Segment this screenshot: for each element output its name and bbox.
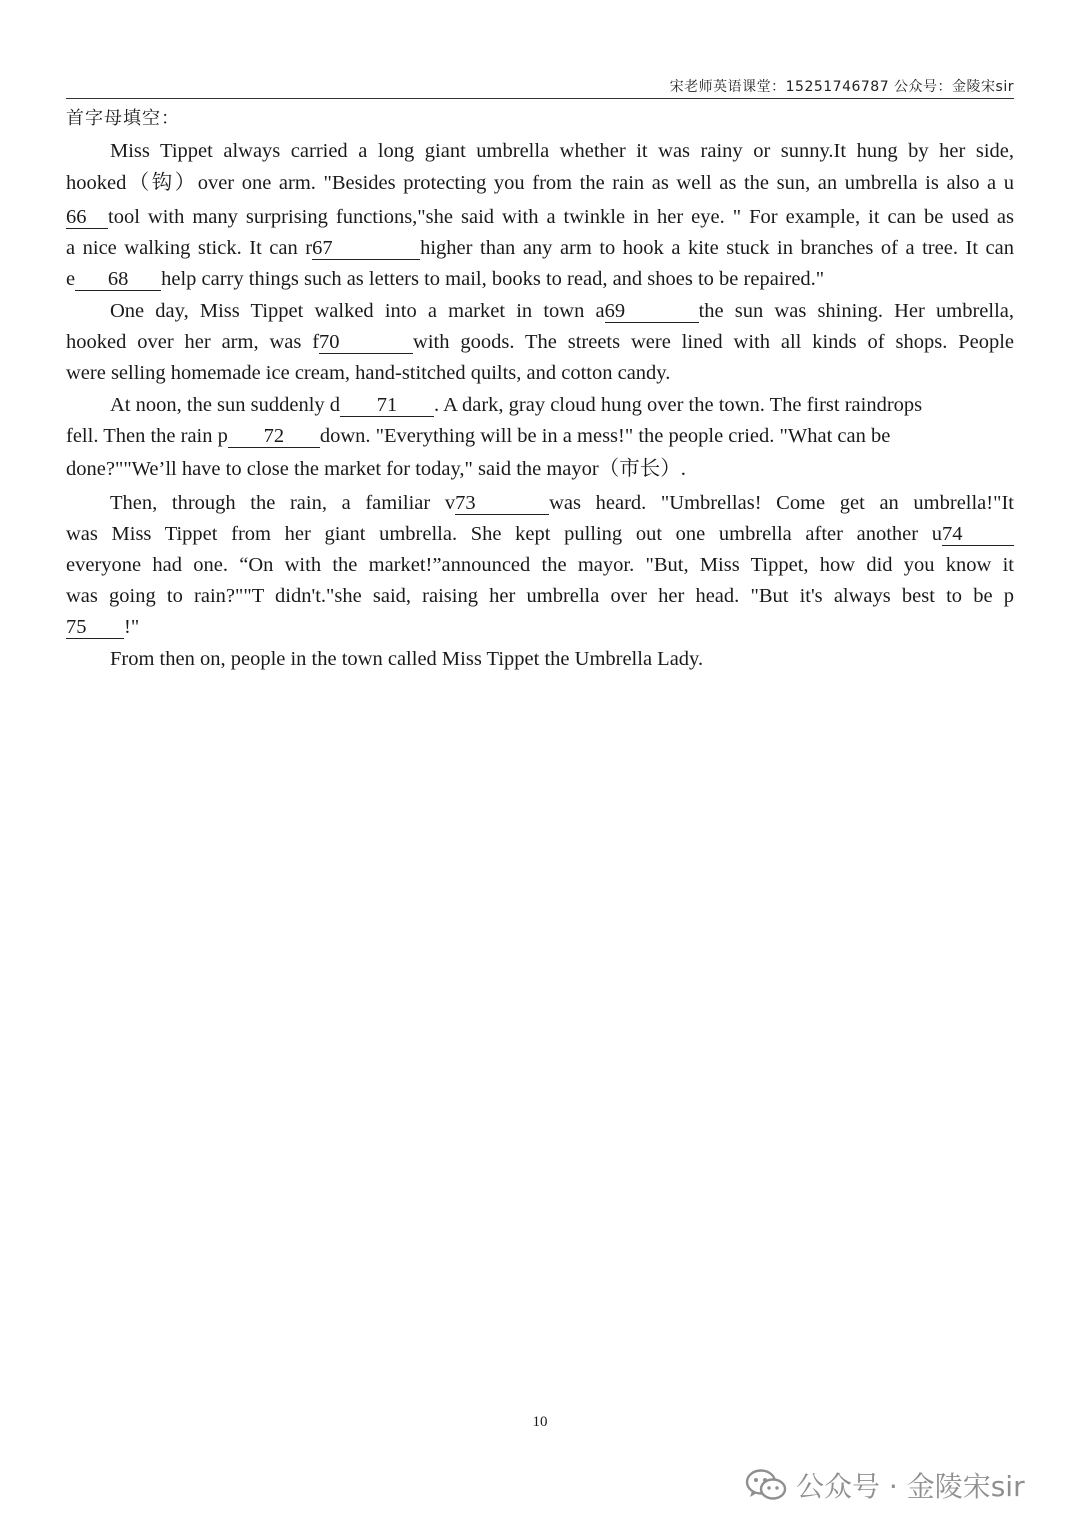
text-line: was going to rain?""T didn't."she said, raising her umbrella over her head. "But it's always best to be p xyxy=(66,585,1014,607)
blank-68: 68 xyxy=(75,268,161,291)
page-header: 宋老师英语课堂：15251746787 公众号：金陵宋sir xyxy=(66,76,1014,99)
line-text: down. "Everything will be in a mess!" the people cried. "What can be xyxy=(319,425,891,447)
line-text: hooked over her arm, was f xyxy=(66,331,320,353)
watermark xyxy=(744,1463,1025,1507)
text-line xyxy=(66,613,1014,641)
text-line: Miss Tippet always carried a long giant umbrella whether it was rainy or sunny.It hung by her side, xyxy=(110,140,1014,162)
line-text: e xyxy=(66,268,76,290)
text-line: done?""We’ll have to close the market for today," said the mayor（市长）. xyxy=(66,458,686,480)
text-line xyxy=(66,489,1014,517)
text-line: From then on, people in the town called Miss Tippet the Umbrella Lady. xyxy=(110,648,704,670)
line-text: . A dark, gray cloud hung over the town. The first raindrops xyxy=(434,394,923,416)
text-line xyxy=(66,391,986,419)
blank-72: 72 xyxy=(228,425,320,448)
text-line xyxy=(66,328,1014,356)
blank-71: 71 xyxy=(340,394,434,417)
line-text: tool with many surprising functions,"she said with a twinkle in her eye. " For example, it can be used as xyxy=(108,206,1014,228)
line-text: help carry things such as letters to mail, books to read, and shoes to be repaired." xyxy=(161,268,825,290)
line-text: One day, Miss Tippet walked into a market in town a xyxy=(110,300,605,322)
blank-66: 66 xyxy=(66,206,108,229)
line-text: with goods. The streets were lined with all kinds of shops. People xyxy=(413,331,1014,353)
wechat-icon xyxy=(744,1467,788,1503)
text-line xyxy=(66,203,1014,231)
text-line xyxy=(66,520,1014,548)
line-text: was heard. "Umbrellas! Come get an umbrella!"It xyxy=(549,492,1015,514)
line-text: At noon, the sun suddenly d xyxy=(110,394,341,416)
blank-74: 74 xyxy=(942,523,1014,546)
text-line xyxy=(66,297,1014,325)
line-text: fell. Then the rain p xyxy=(66,425,228,447)
section-title: 首字母填空： xyxy=(66,108,180,129)
line-text: a nice walking stick. It can r xyxy=(66,237,313,259)
text-line xyxy=(66,422,1006,450)
line-text: was Miss Tippet from her giant umbrella. She kept pulling out one umbrella after another u xyxy=(66,523,942,545)
text-line xyxy=(66,234,1014,262)
blank-73: 73 xyxy=(455,492,549,515)
page-number: 10 xyxy=(532,1414,548,1430)
blank-75: 75 xyxy=(66,616,124,639)
blank-67: 67 xyxy=(312,237,420,260)
text-line: hooked（钩）over one arm. "Besides protecting you from the rain as well as the sun, an umbrella is also a u xyxy=(66,172,1014,194)
blank-69: 69 xyxy=(605,300,699,323)
line-text: !" xyxy=(124,616,140,638)
blank-70: 70 xyxy=(319,331,413,354)
text-line xyxy=(66,265,1014,293)
line-text: Then, through the rain, a familiar v xyxy=(110,492,456,514)
watermark-text: 公众号 · 金陵宋sir xyxy=(796,1470,1025,1503)
text-line: were selling homemade ice cream, hand-stitched quilts, and cotton candy. xyxy=(66,362,671,384)
line-text: higher than any arm to hook a kite stuck in branches of a tree. It can xyxy=(420,237,1014,259)
line-text: the sun was shining. Her umbrella, xyxy=(698,300,1014,322)
text-line: everyone had one. “On with the market!”announced the mayor. "But, Miss Tippet, how did you know it xyxy=(66,554,1014,576)
